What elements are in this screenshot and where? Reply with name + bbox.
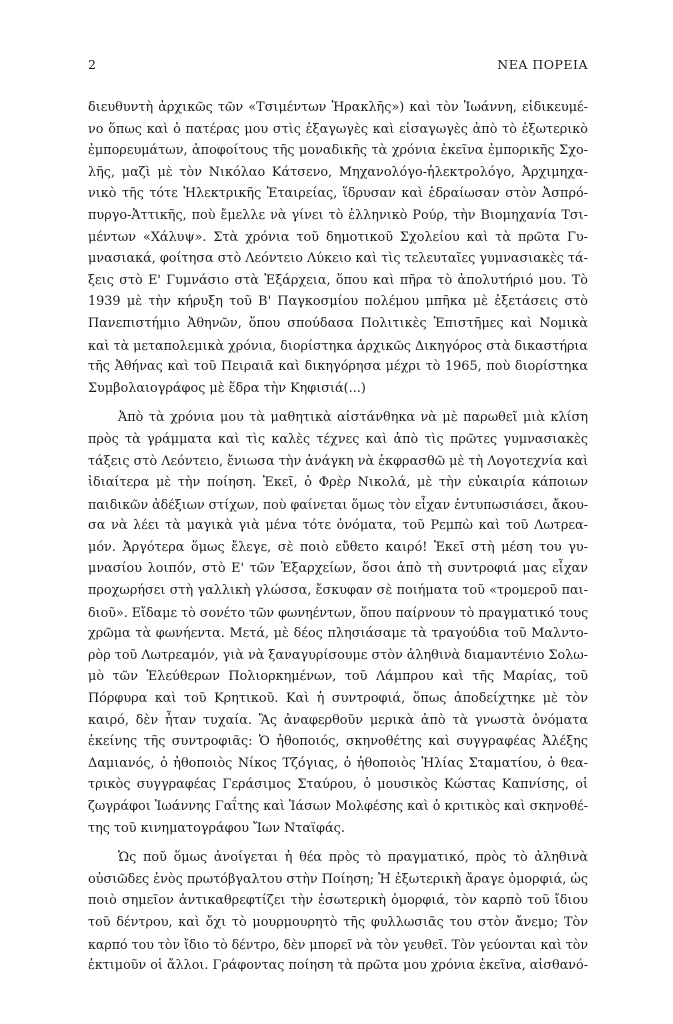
- text-line: ἰδιαίτερα μὲ τὴν ποίηση. Ἐκεῖ, ὁ Φρὲρ Νικολά, μὲ τὴν εὐκαιρία κάποιων: [88, 475, 588, 491]
- text-line: ποιὸ σημεῖον ἀντικαθρεφτίζει τὴν ἐσωτερικὴ ὀμορφιά, τὸν καρπὸ τοῦ ἴδιου: [88, 893, 588, 909]
- text-line: τάξεις στὸ Λεόντειο, ἔνιωσα τὴν ἀνάγκη νὰ ἐκφρασθῶ μὲ τὴ Λογοτεχνία καὶ: [88, 453, 589, 469]
- page-number: 2: [88, 57, 96, 72]
- text-line: 1939 μὲ τὴν κήρυξη τοῦ Β' Παγκοσμίου πολέμου μπῆκα μὲ ἐξετάσεις στὸ: [88, 294, 588, 310]
- text-line: νο ὅπως καὶ ὁ πατέρας μου στὶς ἐξαγωγὲς καὶ εἰσαγωγὲς ἀπὸ τὸ ἐξωτερικὸ: [88, 121, 588, 137]
- text-line: μὸ τῶν Ἐλεύθερων Πολιορκημένων, τοῦ Λάμπρου καὶ τῆς Μαρίας, τοῦ: [88, 669, 588, 685]
- text-line: χρῶμα τὰ φωνήεντα. Μετά, μὲ δέος πλησιάσαμε τὰ τραγούδια τοῦ Μαλντο-: [88, 626, 588, 642]
- text-line: οὐσιῶδες ἑνὸς πρωτόβγαλτου στὴν Ποίηση; Ἡ ἐξωτερικὴ ἄραγε ὀμορφιά, ὡς: [88, 871, 588, 887]
- text-line: πρὸς τὰ γράμματα καὶ τὶς καλὲς τέχνες καὶ ἀπὸ τὶς πρῶτες γυμνασιακὲς: [88, 431, 588, 447]
- text-line: ζωγράφοι Ἰωάννης Γαΐτης καὶ Ἰάσων Μολφέσης καὶ ὁ κριτικὸς καὶ σκηνοθέ-: [88, 799, 588, 814]
- paragraph: [88, 97, 588, 399]
- text-line: τρικὸς συγγραφέας Γεράσιμος Σταύρου, ὁ μουσικὸς Κώστας Καπνίσης, οἱ: [88, 777, 588, 793]
- text-line: Δαμιανός, ὁ ἠθοποιὸς Νίκος Τζόγιας, ὁ ἠθοποιὸς Ἠλίας Σταματίου, ὁ θεα-: [88, 755, 588, 771]
- text-line: διοῦ». Εἴδαμε τὸ σονέτο τῶν φωνηέντων, ὅπου παίρνουν τὸ πραγματικό τους: [88, 604, 589, 620]
- body-text: [88, 97, 588, 977]
- text-line: λῆς, μαζὶ μὲ τὸν Νικόλαο Κάτσενο, Μηχανολόγο-ἠλεκτρολόγο, Ἀρχιμηχα-: [88, 164, 588, 180]
- text-line: προχωρήσει στὴ γαλλικὴ γλώσσα, ἔσκυφαν σὲ ποιήματα τοῦ «τρομεροῦ παι-: [88, 583, 588, 599]
- text-line: ρὸρ τοῦ Λωτρεαμόν, γιὰ νὰ ξαναγυρίσουμε στὸν ἀληθινὰ διαμαντένιο Σολω-: [88, 647, 588, 663]
- running-head: ΝΕΑ ΠΟΡΕΙΑ: [497, 57, 588, 72]
- text-line: τοῦ δέντρου, καὶ ὄχι τὸ μουρμουρητὸ τῆς φυλλωσιᾶς του στὸν ἄνεμο; Τὸν: [88, 914, 588, 930]
- text-line: μέντων «Χάλυψ». Στὰ χρόνια τοῦ δημοτικοῦ Σχολείου καὶ τὰ πρῶτα Γυ-: [88, 229, 588, 245]
- page-header: [88, 57, 588, 77]
- text-line: διευθυντὴ ἀρχικῶς τῶν «Τσιμέντων Ἡρακλῆς») καὶ τὸν Ἰωάννη, εἰδικευμέ-: [88, 100, 588, 115]
- text-line: μνασιακά, φοίτησα στὸ Λεόντειο Λύκειο καὶ τὶς τελευταῖες γυμνασιακὲς τά-: [88, 251, 588, 267]
- text-line: ἐκτιμοῦν οἱ ἄλλοι. Γράφοντας ποίηση τὰ πρῶτα μου χρόνια ἐκεῖνα, αἰσθανό-: [88, 958, 588, 974]
- text-line: Συμβολαιογράφος μὲ ἕδρα τὴν Κηφισιά(...): [88, 380, 366, 396]
- text-line: καρπό του τὸν ἴδιο τὸ δέντρο, δὲν μπορεῖ νὰ τὸν γευθεῖ. Τὸν γεύονται καὶ τὸν: [88, 936, 588, 952]
- text-line: πυργο-Ἀττικῆς, ποὺ ἔμελλε νὰ γίνει τὸ ἑλληνικὸ Ρούρ, τὴν Βιομηχανία Τσι-: [88, 207, 588, 223]
- text-line: Ὡς ποῦ ὅμως ἀνοίγεται ἡ θέα πρὸς τὸ πραγματικό, πρὸς τὸ ἀληθινὰ: [118, 850, 588, 866]
- paragraph: [88, 847, 588, 977]
- text-line: Ἀπὸ τὰ χρόνια μου τὰ μαθητικὰ αἰστάνθηκα νὰ μὲ παρωθεῖ μιὰ κλίση: [118, 410, 588, 426]
- text-line: καιρό, δὲν ἦταν τυχαία. Ἂς ἀναφερθοῦν μερικὰ ἀπὸ τὰ γνωστὰ ὀνόματα: [88, 712, 588, 728]
- text-line: καὶ τὰ μεταπολεμικὰ χρόνια, διορίστηκα ἀρχικῶς Δικηγόρος στὰ δικαστήρια: [88, 337, 588, 353]
- text-line: μόν. Ἀργότερα ὅμως ἔλεγε, σὲ ποιὸ εὔθετο καιρό! Ἐκεῖ στὴ μέση του γυ-: [88, 539, 588, 555]
- text-line: ἐκείνης τῆς συντροφιᾶς: Ὁ ἠθοποιός, σκηνοθέτης καὶ συγγραφέας Ἀλέξης: [88, 734, 588, 750]
- paragraph: [88, 407, 588, 839]
- text-line: νικὸ τῆς τότε Ἠλεκτρικῆς Ἑταιρείας, ἵδρυσαν καὶ ἑδραίωσαν στὸν Ἀσπρό-: [88, 186, 588, 202]
- text-line: παιδικῶν ἀδέξιων στίχων, ποὺ φαίνεται ὅμως τὸν εἶχαν ἐντυπωσιάσει, ἄκου-: [88, 496, 588, 512]
- text-line: σα νὰ λέει τὰ μαγικὰ γιὰ μένα τότε ὀνόματα, τοῦ Ρεμπὼ καὶ τοῦ Λωτρεα-: [88, 518, 588, 534]
- text-line: ἐμπορευμάτων, ἀποφοίτους τῆς μοναδικῆς τὰ χρόνια ἐκεῖνα ἐμπορικῆς Σχο-: [88, 143, 588, 159]
- text-line: μνασίου λοιπόν, στὸ Ε' τῶν Ἐξαρχείων, ὅσοι ἀπὸ τὴ συντροφιά μας εἶχαν: [88, 561, 588, 577]
- text-line: τῆς Ἀθήνας καὶ τοῦ Πειραιᾶ καὶ δικηγόρησα μέχρι τὸ 1965, ποὺ διορίστηκα: [88, 359, 588, 375]
- text-line: της τοῦ κινηματογράφου Ἴων Νταϊφάς.: [88, 820, 345, 836]
- text-line: Πανεπιστήμιο Ἀθηνῶν, ὅπου σπούδασα Πολιτικὲς Ἐπιστῆμες καὶ Νομικὰ: [88, 315, 588, 331]
- text-line: Πόρφυρα καὶ τοῦ Κρητικοῦ. Καὶ ἡ συντροφιά, ὅπως ἀποδείχτηκε μὲ τὸν: [88, 691, 588, 707]
- text-line: ξεις στὸ Ε' Γυμνάσιο στὰ Ἐξάρχεια, ὅπου καὶ πῆρα τὸ ἀπολυτήριό μου. Τὸ: [88, 272, 588, 288]
